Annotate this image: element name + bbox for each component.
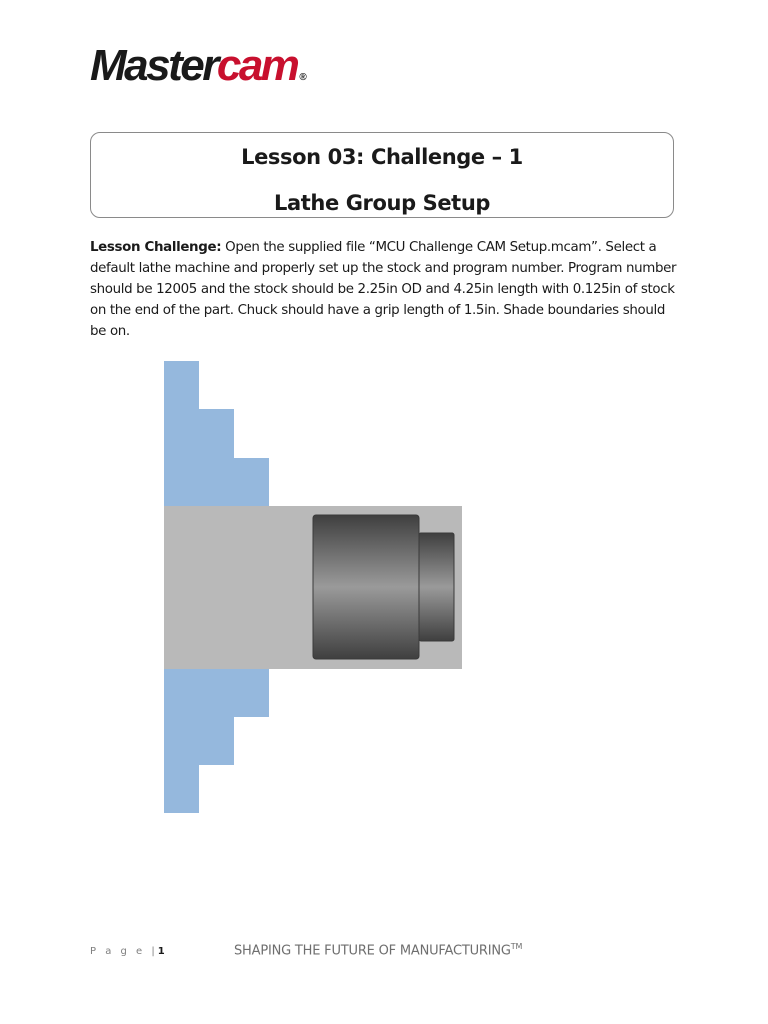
logo-cam-text: cam [216, 41, 298, 90]
part-main-diameter [313, 515, 419, 659]
chuck-jaw-upper [164, 361, 269, 506]
footer-trademark: TM [510, 942, 523, 951]
footer-page-label: P a g e | [90, 946, 158, 957]
logo-master-text: Master [90, 41, 217, 90]
chuck-jaw-lower [164, 669, 269, 813]
footer-tagline-text: SHAPING THE FUTURE OF MANUFACTURING [234, 943, 511, 959]
lesson-challenge-label: Lesson Challenge: [90, 240, 222, 255]
lesson-challenge-text: Open the supplied file “MCU Challenge CAM Setup.mcam”. Select a default lathe machine and properly set up the stock and program number. Program number should be 12005 and the stock should be 2.25in OD and 4.25in length with 0.125in of stock on the end of the part. Chuck should have a grip length of 1.5in. Shade boundaries should be on. [90, 240, 677, 339]
footer-tagline [234, 942, 522, 958]
lesson-title: Lesson 03: Challenge – 1 [241, 145, 523, 169]
part-end-step [419, 533, 454, 641]
footer-page-value: 1 [157, 946, 165, 957]
logo-registered-mark: ® [299, 72, 307, 83]
lesson-subtitle: Lathe Group Setup [274, 191, 490, 215]
footer-page-number [90, 946, 165, 957]
